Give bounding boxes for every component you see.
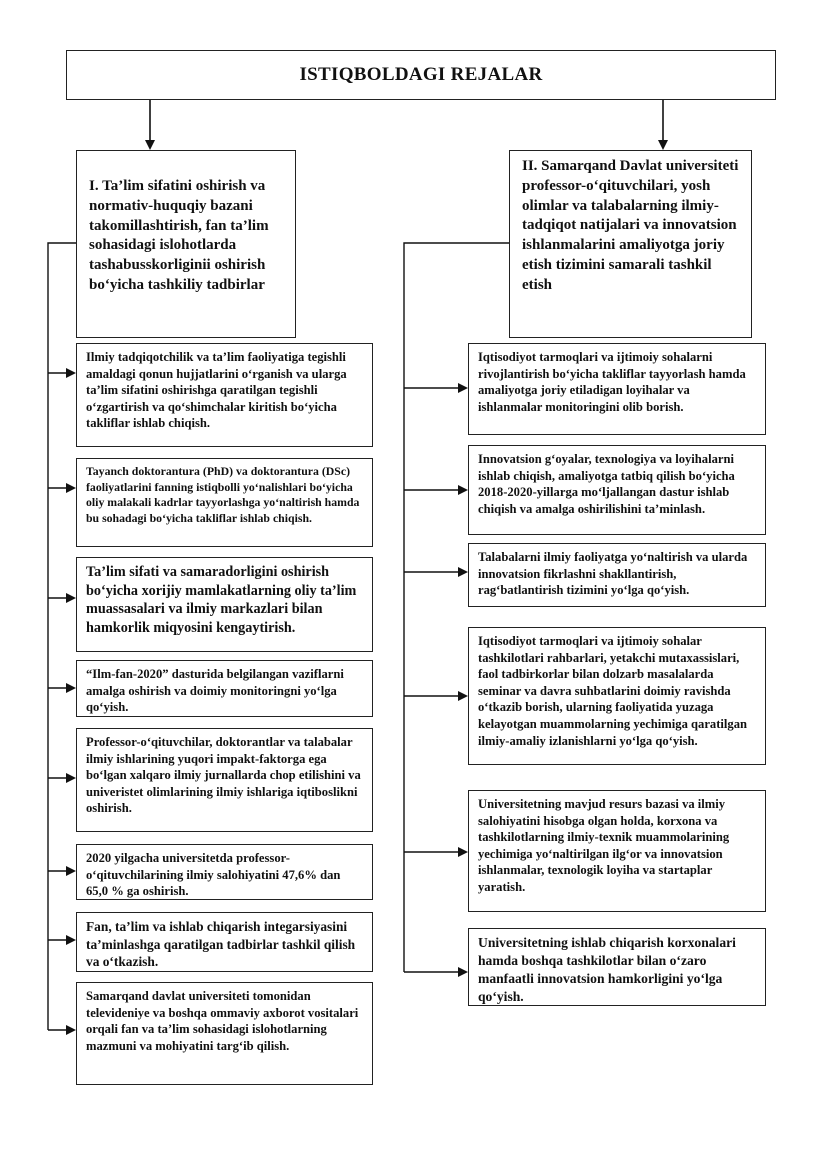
left-item-3: Ta’lim sifati va samaradorligini oshirish bo‘yicha xorijiy mamlakatlarning oliy ta’lim muassasalari va ilmiy markazlari bilan hamkorlik miqyosini kengaytirish. <box>76 557 373 652</box>
right-item-5: Universitetning mavjud resurs bazasi va ilmiy salohiyatini hisobga olgan holda, korxona va tashkilotlarning ilmiy-texnik muammolarining yechimiga yo‘naltirilgan ilg‘or va innovatsion ishlanmalar, texnologik loyiha va startaplar yaratish. <box>468 790 766 912</box>
right-item-1: Iqtisodiyot tarmoqlari va ijtimoiy sohalarni rivojlantirish bo‘yicha takliflar tayyorlash hamda amaliyotga joriy etiladigan loyihalar va ishlanmalar monitoringini olib borish. <box>468 343 766 435</box>
right-branch-arrows <box>404 388 466 972</box>
right-item-3: Talabalarni ilmiy faoliyatga yo‘naltirish va ularda innovatsion fikrlashni shakllantirish, rag‘batlantirish tizimini yo‘lga qo‘yish. <box>468 543 766 607</box>
left-branch-arrows <box>48 373 74 1030</box>
left-trunk <box>48 243 76 1030</box>
left-item-2: Tayanch doktorantura (PhD) va doktorantura (DSc) faoliyatlarini fanning istiqbolli yo‘nalishlari bo‘yicha oliy malakali kadrlar tayyorlashga yo‘naltirish hamda bu sohadagi bo‘yicha takliflar ishlab chiqish. <box>76 458 373 547</box>
left-item-8: Samarqand davlat universiteti tomonidan televideniye va boshqa ommaviy axborot vositalari orqali fan va ta’lim sohasidagi islohotlarning mazmuni va mohiyatini targ‘ib qilish. <box>76 982 373 1085</box>
right-heading-box: II. Samarqand Davlat universiteti professor-o‘qituvchilari, yosh olimlar va talabalarning ilmiy-tadqiqot natijalari va innovatsion ishlanmalarini amaliyotga joriy etish tizimini samarali tashkil etish <box>509 150 752 338</box>
left-heading-box: I. Ta’lim sifatini oshirish va normativ-huquqiy bazani takomillashtirish, fan ta’lim sohasidagi islohotlarda tashabusskorliginii oshirish bo‘yicha tashkiliy tadbirlar <box>76 150 296 338</box>
right-item-4: Iqtisodiyot tarmoqlari va ijtimoiy sohalar tashkilotlari rahbarlari, yetakchi mutaxassislari, faol tadbirkorlar bilan dolzarb masalalarda seminar va davra suhbatlarini doimiy ravishda o‘tkazib borish, ularning faoliyatida yuzaga kelayotgan muammolarning yechimiga qaratilgan ilmiy-amaliy izlanishlarni yo‘lga qo‘yish. <box>468 627 766 765</box>
right-item-2: Innovatsion g‘oyalar, texnologiya va loyihalarni ishlab chiqish, amaliyotga tatbiq qilish bo‘yicha 2018-2020-yillarga mo‘ljallangan dastur ishlab chiqish va amalga oshirilishini ta’minlash. <box>468 445 766 535</box>
left-item-6: 2020 yilgacha universitetda professor-o‘qituvchilarining ilmiy salohiyatini 47,6% dan 65,0 % ga oshirish. <box>76 844 373 900</box>
left-item-1: Ilmiy tadqiqotchilik va ta’lim faoliyatiga tegishli amaldagi qonun hujjatlarini o‘rganish va ularga ta’lim sifatini oshirishga qaratilgan tegishli o‘zgartirish va qo‘shimchalar kiritish bo‘yicha takliflar ishlab chiqish. <box>76 343 373 447</box>
diagram-title: ISTIQBOLDAGI REJALAR <box>66 50 776 100</box>
left-item-7: Fan, ta’lim va ishlab chiqarish integarsiyasini ta’minlashga qaratilgan tadbirlar tashkil qilish va o‘tkazish. <box>76 912 373 972</box>
left-item-4: “Ilm-fan-2020” dasturida belgilangan vaziflarni amalga oshirish va doimiy monitoringni yo‘lga qo‘yish. <box>76 660 373 717</box>
right-item-6: Universitetning ishlab chiqarish korxonalari hamda boshqa tashkilotlar bilan o‘zaro manfaatli innovatsion hamkorligini yo‘lga qo‘yish. <box>468 928 766 1006</box>
left-item-5: Professor-o‘qituvchilar, doktorantlar va talabalar ilmiy ishlarining yuqori impakt-faktorga ega bo‘lgan xalqaro ilmiy jurnallarda chop etilishini va univeristet olimlarining ilmiy ishlariga iqtiboslikni oshirish. <box>76 728 373 832</box>
